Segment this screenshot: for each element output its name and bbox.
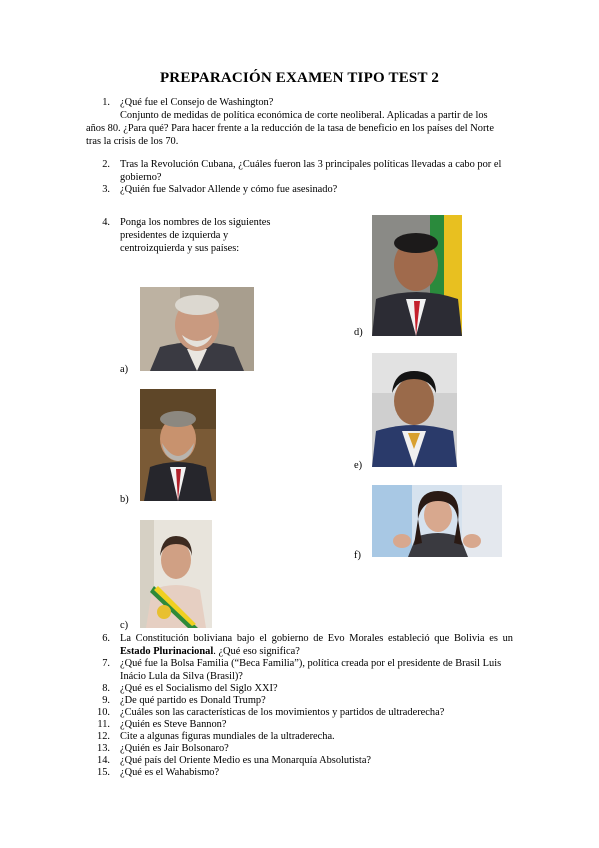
list-item: ¿Quién es Jair Bolsonaro? [120,743,229,754]
label-e: e) [354,460,363,471]
q1-number: 1. [102,97,110,108]
photo-a [140,287,254,371]
photo-f [372,485,502,557]
list-item-number: 13. [97,743,110,754]
photo-b [140,389,216,501]
q7-line1: ¿Qué fue la Bolsa Familia (“Beca Familia”), política creada por el presidente de Brasil Luis [120,658,502,669]
q6-bold-term: Estado Plurinacional [120,646,214,657]
list-item-number: 11. [97,719,110,730]
q1-answer-line1: Conjunto de medidas de política económica de corte neoliberal. Aplicadas a partir de los [120,110,488,121]
q6-line1: La Constitución boliviana bajo el gobierno de Evo Morales estableció que Bolivia es un [120,633,513,644]
label-a: a) [120,364,129,375]
q4-line2: presidentes de izquierda y [120,230,229,241]
list-item: ¿De qué partido es Donald Trump? [120,695,266,706]
list-item-number: 9. [102,695,110,706]
list-item-number: 14. [97,755,110,766]
list-item-number: 12. [97,731,110,742]
label-f: f) [354,550,361,561]
list-item-number: 10. [97,707,110,718]
photo-e [372,353,457,467]
document-title: PREPARACIÓN EXAMEN TIPO TEST 2 [159,70,440,86]
label-b: b) [120,494,129,505]
q7-line2: Inácio Lula da Silva (Brasil)? [120,671,243,682]
photo-c [140,520,212,628]
list-item: ¿Qué país del Oriente Medio es una Monarquía Absolutista? [120,755,372,766]
q6-rest: . ¿Qué eso significa? [213,646,300,657]
q4-line1: Ponga los nombres de los siguientes [120,217,271,228]
q2-number: 2. [102,159,110,170]
q6-number: 6. [102,633,110,644]
q1-answer-line3: tras la crisis de los 70. [86,136,179,147]
list-item: ¿Qué es el Socialismo del Siglo XXI? [120,683,278,694]
q1-answer-line2: años 80. ¿Para qué? Para hacer frente a la reducción de la tasa de beneficio en los países del Norte [86,123,494,134]
q3-number: 3. [102,184,110,195]
photo-d [372,215,462,336]
list-item: ¿Cuáles son las características de los movimientos y partidos de ultraderecha? [120,707,445,718]
list-item: ¿Qué es el Wahabismo? [120,767,220,778]
list-item-number: 15. [97,767,110,778]
list-item-number: 8. [102,683,110,694]
q2-line1: Tras la Revolución Cubana, ¿Cuáles fueron las 3 principales políticas llevadas a cabo por el [120,159,502,170]
list-item: Cite a algunas figuras mundiales de la ultraderecha. [120,731,335,742]
label-c: c) [120,620,129,631]
q7-number: 7. [102,658,110,669]
q4-line3: centroizquierda y sus países: [120,243,240,254]
label-d: d) [354,327,363,338]
q2-line2: gobierno? [120,172,162,183]
list-item: ¿Quién es Steve Bannon? [120,719,227,730]
q4-number: 4. [102,217,110,228]
q3-text: ¿Quién fue Salvador Allende y cómo fue asesinado? [120,184,338,195]
q1-question: ¿Qué fue el Consejo de Washington? [120,97,274,108]
